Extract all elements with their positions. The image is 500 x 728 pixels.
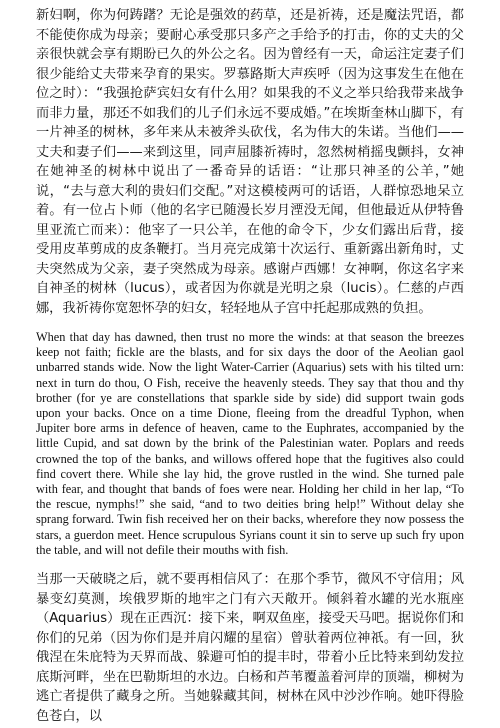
chinese-paragraph-1: 新妇啊，你为何踌躇？无论是强效的药草，还是祈祷，还是魔法咒语，都不能使你成为母亲；要耐心承受那只多产之手给予的打击，你的丈夫的父亲很快就会享有期盼已久的外公之名。因为曾经有一天，命运注定妻子们很少能给丈夫带来孕育的果实。罗慕路斯大声疾呼（因为这事发生在他在位之时）：“我强抢萨宾妇女有什么用？如果我的不义之举只给我带来战争而非力量，那还不如我们的儿子们永远不要成婚。”在埃斯奎林山脚下，有一片神圣的树林，多年来从未被斧头砍伐，名为伟大的朱诺。当他们——丈夫和妻子们——来到这里，同声屈膝祈祷时，忽然树梢摇曳颤抖，女神在她神圣的树林中说出了一番奇异的话语：“让那只神圣的公羊，”她说，“去与意大利的贵妇们交配。”对这模棱两可的话语，人群惊恐地呆立着。有一位占卜师（他的名字已随漫长岁月湮没无闻，但他最近从伊特鲁里亚流亡而来）：他宰了一只公羊，在他的命令下，少女们露出后背，接受用皮革剪成的皮条鞭打。当月亮完成第十次运行、重新露出新角时，丈夫突然成为父亲，妻子突然成为母亲。感谢卢西娜！女神啊，你这名字来自神圣的树林（lucus），或者因为你就是光明之泉（lucis）。仁慈的卢西娜，我祈祷你宽恕怀孕的妇女，轻轻地从子宫中托起那成熟的负担。 [36,8,464,316]
chinese-paragraph-2: 当那一天破晓之后，就不要再相信风了：在那个季节，微风不守信用；风暴变幻莫测，埃俄罗斯的地牢之门有六天敞开。倾斜着水罐的光水瓶座（Aquarius）现在正西沉：接下来，啊双鱼座，接受天马吧。据说你们和你们的兄弟（因为你们是并肩闪耀的星宿）曾驮着两位神祇。有一回，狄俄涅在朱庇特为天界而战、躲避可怕的提丰时，带着小丘比特来到幼发拉底斯河畔，坐在巴勒斯坦的水边。白杨和芦苇覆盖着河岸的顶端，柳树为逃亡者提供了藏身之所。当她躲藏其间，树林在风中沙沙作响。她吓得脸色苍白，以 [36,572,464,724]
english-paragraph: When that day has dawned, then trust no more the winds: at that season the breezes keep not faith; fickle are the blasts, and for six days the door of the Aeolian gaol unbarred stands wide. Now the light Water-Carrier (Aquarius) sets with his tilted urn: next in turn do thou, O Fish, receive the heavenly steeds. They say that thou and thy brother (for ye are constellations that sparkle side by side) did support twain gods upon your backs. Once on a time Dione, fleeing from the dreadful Typhon, when Jupiter bore arms in defence of heaven, came to the Euphrates, accompanied by the little Cupid, and sat down by the brink of the Palestinian water. Poplars and reeds crowned the top of the banks, and willows offered hope that the fugitives also could find covert there. While she lay hid, the grove rustled in the wind. She turned pale with fear, and thought that bands of foes were near. Holding her child in her lap, “To the rescue, nymphs!” she said, “and to two deities bring help!” Without delay she sprang forward. Twin fish received her on their backs, wherefore they now possess the stars, a guerdon meet. Hence scrupulous Syrians count it sin to serve up such fry upon the table, and will not defile their mouths with fish. [36,330,464,557]
